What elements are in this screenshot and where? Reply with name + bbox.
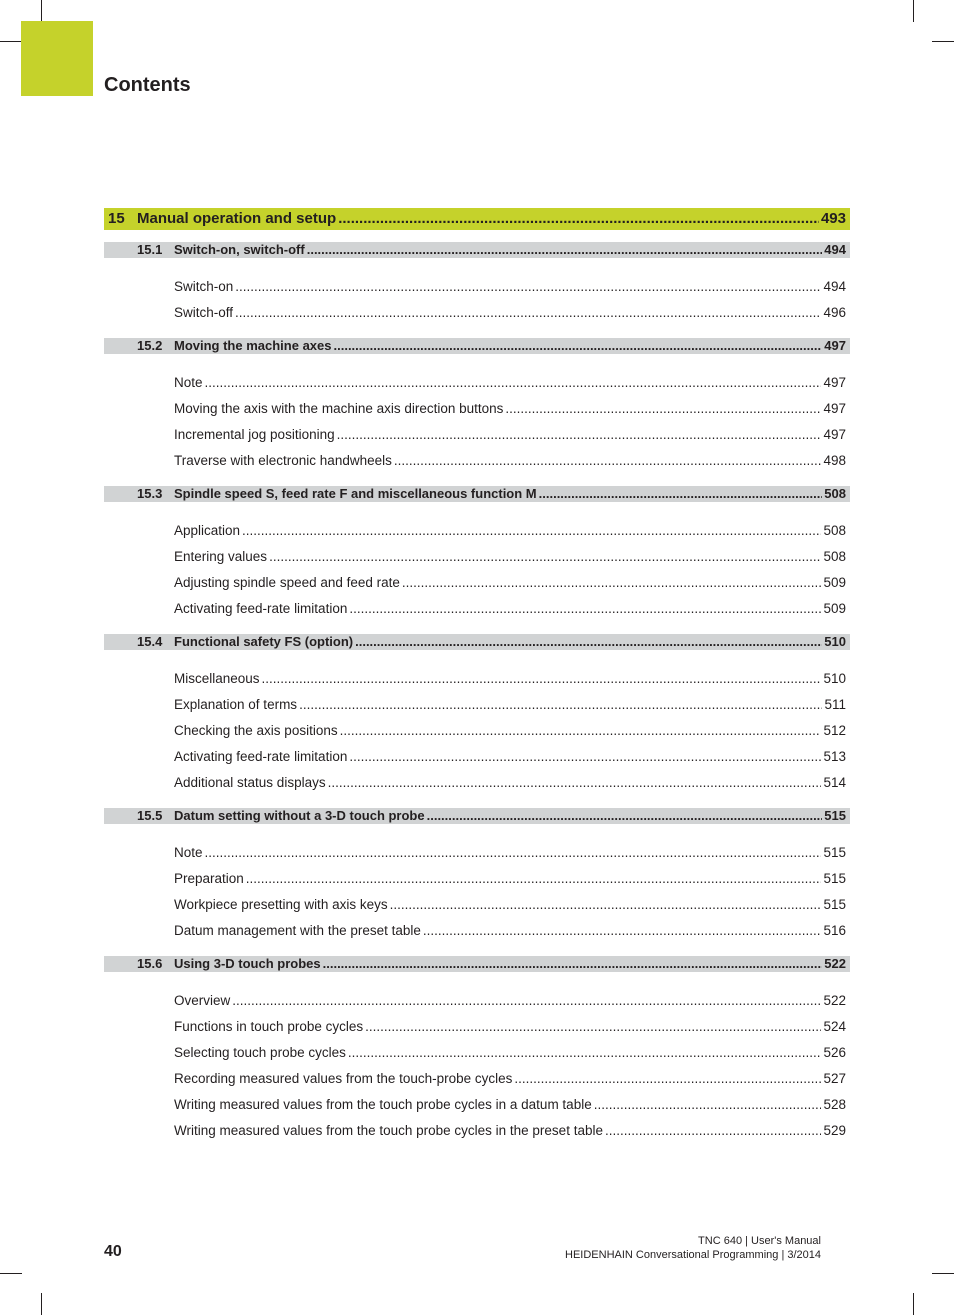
entry-title: Preparation	[174, 871, 244, 886]
crop-mark	[41, 0, 42, 22]
entry-page: 514	[823, 775, 846, 790]
section-title: Datum setting without a 3-D touch probe	[174, 808, 425, 823]
page-title: Contents	[104, 74, 191, 96]
leader-dots	[307, 242, 823, 258]
toc-entry[interactable]	[104, 840, 850, 866]
entry-title: Traverse with electronic handwheels	[174, 453, 392, 468]
toc-entry[interactable]	[104, 744, 850, 770]
toc-entry[interactable]	[104, 396, 850, 422]
toc-entry[interactable]	[104, 1092, 850, 1118]
entry-title: Recording measured values from the touch-probe cycles	[174, 1071, 513, 1086]
leader-dots	[390, 892, 822, 918]
entry-page: 526	[823, 1045, 846, 1060]
leader-dots	[338, 208, 819, 230]
crop-mark	[932, 41, 954, 42]
entry-page: 508	[823, 523, 846, 538]
entry-title: Functions in touch probe cycles	[174, 1019, 364, 1034]
leader-dots	[299, 692, 822, 718]
section-title: Functional safety FS (option)	[174, 634, 354, 649]
leader-dots	[262, 666, 822, 692]
section-number: 15.3	[137, 486, 163, 501]
toc-entry[interactable]	[104, 892, 850, 918]
leader-dots	[235, 274, 821, 300]
entry-page: 516	[823, 923, 846, 938]
toc-entry[interactable]	[104, 718, 850, 744]
entry-page: 511	[824, 697, 846, 712]
crop-mark	[41, 1293, 42, 1315]
section-page: 497	[824, 338, 846, 353]
entry-title: Note	[174, 845, 203, 860]
leader-dots	[355, 634, 822, 650]
entry-title: Switch-on	[174, 279, 234, 294]
entry-title: Activating feed-rate limitation	[174, 749, 348, 764]
entry-title: Miscellaneous	[174, 671, 260, 686]
section-title: Moving the machine axes	[174, 338, 332, 353]
entry-page: 510	[823, 671, 846, 686]
entry-title: Writing measured values from the touch probe cycles in the preset table	[174, 1123, 603, 1138]
entry-page: 512	[823, 723, 846, 738]
crop-mark	[0, 1273, 22, 1274]
leader-dots	[539, 486, 823, 502]
toc-section-row[interactable]	[104, 634, 850, 650]
footer-info	[565, 1234, 821, 1262]
entry-page: 515	[823, 845, 846, 860]
entry-title: Note	[174, 375, 203, 390]
entry-page: 497	[823, 401, 846, 416]
leader-dots	[594, 1092, 822, 1118]
section-number: 15.2	[137, 338, 163, 353]
toc-entry[interactable]	[104, 370, 850, 396]
leader-dots	[205, 840, 822, 866]
toc-entry-group	[104, 518, 850, 622]
crop-mark	[0, 41, 22, 42]
toc-entry-group	[104, 274, 850, 326]
entry-title: Checking the axis positions	[174, 723, 338, 738]
leader-dots	[605, 1118, 822, 1144]
entry-page: 524	[823, 1019, 846, 1034]
entry-page: 513	[823, 749, 846, 764]
entry-title: Additional status displays	[174, 775, 326, 790]
entry-page: 498	[823, 453, 846, 468]
entry-title: Selecting touch probe cycles	[174, 1045, 346, 1060]
section-number: 15.4	[137, 634, 163, 649]
crop-mark	[913, 1293, 914, 1315]
entry-title: Application	[174, 523, 241, 538]
leader-dots	[505, 396, 821, 422]
entry-page: 527	[823, 1071, 846, 1086]
entry-title: Entering values	[174, 549, 268, 564]
entry-page: 497	[823, 375, 846, 390]
entry-title: Activating feed-rate limitation	[174, 601, 348, 616]
entry-title: Incremental jog positioning	[174, 427, 335, 442]
toc-entry-group	[104, 370, 850, 474]
entry-page: 522	[823, 993, 846, 1008]
toc-section-row[interactable]	[104, 486, 850, 502]
leader-dots	[514, 1066, 821, 1092]
toc-entry[interactable]	[104, 1040, 850, 1066]
chapter-number: 15	[108, 210, 125, 227]
entry-page: 496	[823, 305, 846, 320]
leader-dots	[365, 1014, 821, 1040]
toc-entry-group	[104, 666, 850, 796]
toc-entry-group	[104, 840, 850, 944]
toc-entry[interactable]	[104, 918, 850, 944]
leader-dots	[242, 518, 821, 544]
toc-entry[interactable]	[104, 544, 850, 570]
entry-page: 508	[823, 549, 846, 564]
toc-entry[interactable]	[104, 770, 850, 796]
leader-dots	[323, 956, 823, 972]
toc-entry[interactable]	[104, 518, 850, 544]
chapter-page: 493	[820, 210, 846, 227]
toc-entry[interactable]	[104, 300, 850, 326]
toc-entry-group	[104, 988, 850, 1144]
entry-title: Overview	[174, 993, 231, 1008]
leader-dots	[334, 338, 823, 354]
toc-entry[interactable]	[104, 692, 850, 718]
section-title: Switch-on, switch-off	[174, 242, 305, 257]
leader-dots	[394, 448, 822, 474]
leader-dots	[328, 770, 822, 796]
entry-page: 497	[823, 427, 846, 442]
footer-line-manual: TNC 640 | User's Manual	[698, 1235, 821, 1247]
footer-line-publisher: HEIDENHAIN Conversational Programming | 3/2014	[565, 1249, 821, 1261]
entry-title: Workpiece presetting with axis keys	[174, 897, 388, 912]
leader-dots	[246, 866, 822, 892]
leader-dots	[205, 370, 822, 396]
chapter-tab-block	[21, 21, 93, 96]
page-number: 40	[104, 1243, 122, 1260]
leader-dots	[349, 744, 821, 770]
entry-title: Adjusting spindle speed and feed rate	[174, 575, 400, 590]
toc-section-row[interactable]	[104, 808, 850, 824]
leader-dots	[427, 808, 823, 824]
section-number: 15.1	[137, 242, 163, 257]
crop-mark	[932, 1273, 954, 1274]
section-page: 515	[824, 808, 846, 823]
entry-page: 515	[823, 871, 846, 886]
leader-dots	[235, 300, 821, 326]
leader-dots	[423, 918, 822, 944]
entry-page: 528	[823, 1097, 846, 1112]
toc-entry[interactable]	[104, 422, 850, 448]
entry-title: Moving the axis with the machine axis direction buttons	[174, 401, 504, 416]
section-number: 15.5	[137, 808, 163, 823]
chapter-title: Manual operation and setup	[137, 210, 337, 227]
toc-entry[interactable]	[104, 666, 850, 692]
crop-mark	[913, 0, 914, 22]
leader-dots	[337, 422, 822, 448]
entry-title: Explanation of terms	[174, 697, 298, 712]
toc-entry[interactable]	[104, 274, 850, 300]
section-page: 494	[824, 242, 846, 257]
toc-section-row[interactable]	[104, 956, 850, 972]
entry-page: 515	[823, 897, 846, 912]
entry-title: Writing measured values from the touch probe cycles in a datum table	[174, 1097, 592, 1112]
entry-title: Datum management with the preset table	[174, 923, 421, 938]
toc-entry[interactable]	[104, 1066, 850, 1092]
entry-page: 509	[823, 575, 846, 590]
toc-entry[interactable]	[104, 988, 850, 1014]
leader-dots	[348, 1040, 822, 1066]
entry-page: 509	[823, 601, 846, 616]
toc-section-row[interactable]	[104, 338, 850, 354]
toc-entry[interactable]	[104, 1014, 850, 1040]
leader-dots	[349, 596, 821, 622]
toc-section-row[interactable]	[104, 242, 850, 258]
leader-dots	[269, 544, 821, 570]
leader-dots	[232, 988, 821, 1014]
toc-entry[interactable]	[104, 448, 850, 474]
leader-dots	[402, 570, 822, 596]
leader-dots	[340, 718, 822, 744]
section-page: 522	[824, 956, 846, 971]
section-page: 510	[824, 634, 846, 649]
toc-entry[interactable]	[104, 596, 850, 622]
toc-entry[interactable]	[104, 866, 850, 892]
entry-title: Switch-off	[174, 305, 234, 320]
toc-entry[interactable]	[104, 570, 850, 596]
toc-entry[interactable]	[104, 1118, 850, 1144]
toc-chapter-row[interactable]	[104, 208, 850, 230]
section-page: 508	[824, 486, 846, 501]
entry-page: 529	[823, 1123, 846, 1138]
section-number: 15.6	[137, 956, 163, 971]
section-title: Using 3-D touch probes	[174, 956, 321, 971]
section-title: Spindle speed S, feed rate F and miscellaneous function M	[174, 486, 537, 501]
table-of-contents	[104, 208, 850, 1156]
entry-page: 494	[823, 279, 846, 294]
